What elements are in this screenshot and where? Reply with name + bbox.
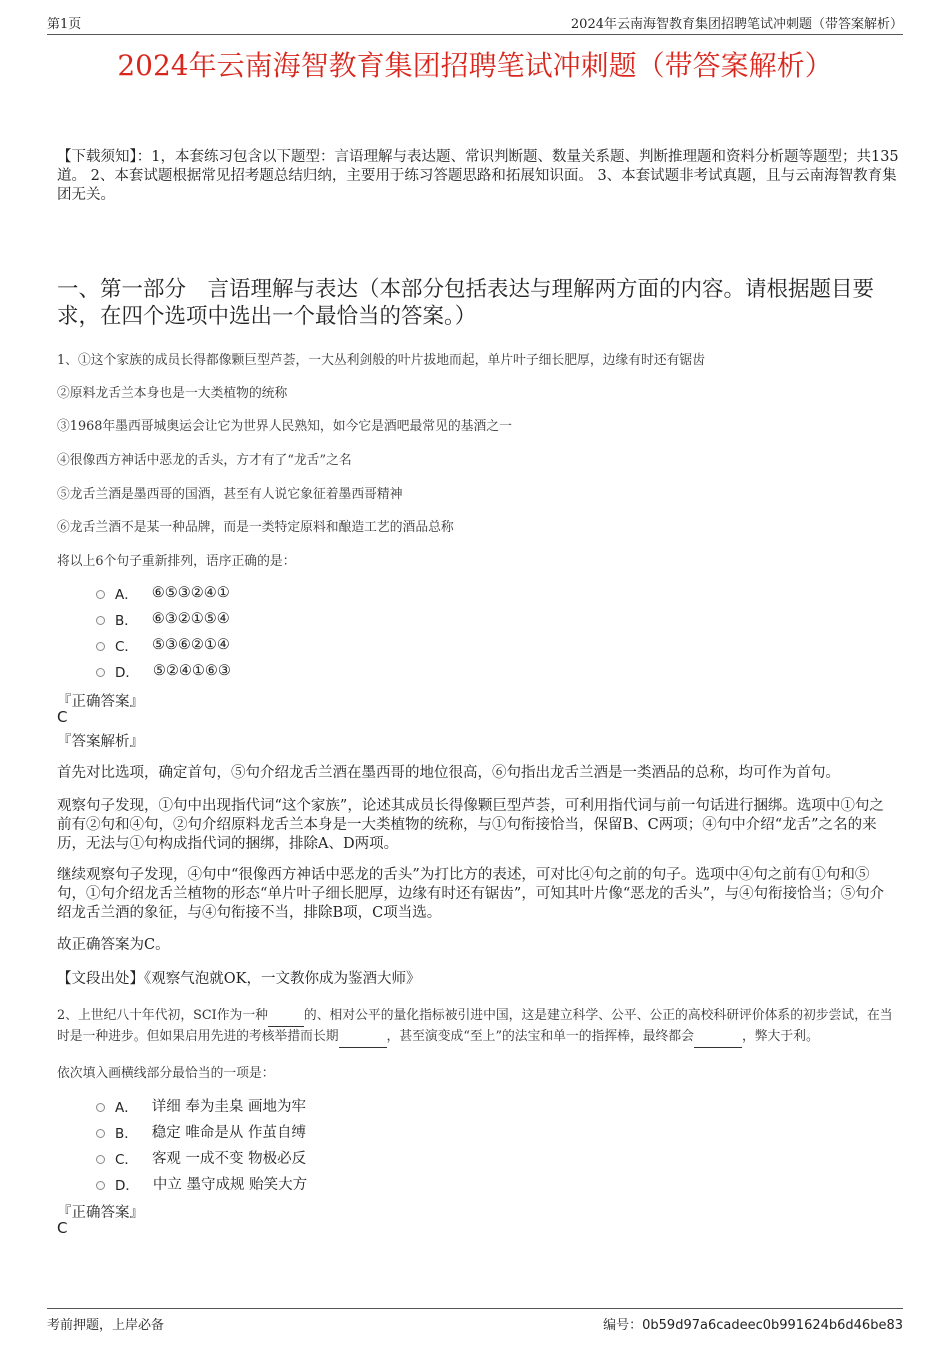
fill-blank-2	[339, 1027, 387, 1048]
q1-option-c[interactable]	[96, 635, 230, 655]
option-key: C．	[115, 1151, 138, 1168]
option-text: ⑤②④①⑥③	[152, 663, 231, 679]
radio-icon[interactable]	[96, 590, 105, 599]
q2-stem	[57, 1006, 900, 1048]
radio-icon[interactable]	[96, 616, 105, 625]
q1-line-5: ⑤龙舌兰酒是墨西哥的国酒，甚至有人说它象征着墨西哥精神	[57, 487, 403, 502]
page-number: 第1页	[47, 17, 82, 32]
option-key: C．	[115, 639, 138, 655]
q2-option-c[interactable]	[96, 1147, 306, 1168]
radio-icon[interactable]	[96, 668, 105, 677]
q1-analysis-4: 故正确答案为C。	[57, 937, 170, 953]
q2-answer-label: 『正确答案』	[57, 1205, 144, 1221]
option-text: ⑥③②①⑤④	[151, 611, 230, 627]
q2-prompt: 依次填入画横线部分最恰当的一项是：	[57, 1066, 275, 1081]
q2-stem-part-2: 的、相对公平的量化指标被引进中国，这是建立科学、公平、公正的高校科研评价体系的初步尝试，在当时是一种进步。但如果启用先进的考核举措而长期	[57, 1008, 893, 1044]
section-title: 一、第一部分 言语理解与表达（本部分包括表达与理解两方面的内容。请根据题目要求，在四个选项中选出一个最恰当的答案。）	[57, 277, 875, 329]
option-text: 中立 墨守成规 贻笑大方	[152, 1177, 308, 1193]
q1-line-1: 1、①这个家族的成员长得都像颗巨型芦荟，一大丛利剑般的叶片拔地而起，单片叶子细长肥厚，边缘有时还有锯齿	[57, 353, 705, 368]
q2-stem-part-1: 2、上世纪八十年代初，SCI作为一种	[57, 1008, 268, 1023]
radio-icon[interactable]	[96, 1129, 105, 1138]
q2-stem-part-3: ，甚至演变成“至上”的法宝和单一的指挥棒，最终都会	[386, 1029, 694, 1044]
option-text: ⑥⑤③②④①	[151, 585, 230, 601]
q1-analysis-1: 首先对比选项，确定首句，⑤句介绍龙舌兰酒在墨西哥的地位很高，⑥句指出龙舌兰酒是一类酒品的总称，均可作为首句。	[57, 765, 840, 781]
radio-icon[interactable]	[96, 1103, 105, 1112]
radio-icon[interactable]	[96, 642, 105, 651]
option-key: B．	[115, 613, 138, 629]
q1-option-b[interactable]	[96, 609, 230, 629]
option-key: A．	[115, 1099, 138, 1116]
q2-option-b[interactable]	[96, 1121, 306, 1142]
q1-option-a[interactable]	[96, 583, 230, 603]
q1-answer-label: 『正确答案』	[57, 694, 144, 710]
option-key: D．	[115, 665, 139, 681]
q1-line-4: ④很像西方神话中恶龙的舌头，方才有了“龙舌”之名	[57, 453, 352, 468]
footer-code	[603, 1314, 903, 1333]
option-key: D．	[115, 1177, 139, 1194]
page-header	[47, 12, 903, 35]
q1-line-2: ②原料龙舌兰本身也是一大类植物的统称	[57, 386, 288, 401]
option-key: B．	[115, 1125, 138, 1142]
radio-icon[interactable]	[96, 1155, 105, 1164]
footer-slogan: 考前押题，上岸必备	[47, 1318, 165, 1333]
option-text: 客观 一成不变 物极必反	[151, 1151, 307, 1167]
option-text: 详细 奉为圭臬 画地为牢	[151, 1099, 306, 1115]
option-key: A．	[115, 587, 138, 603]
q2-answer: C	[57, 1219, 68, 1237]
q2-option-a[interactable]	[96, 1095, 306, 1116]
download-notice: 【下载须知】：1，本套练习包含以下题型：言语理解与表达题、常识判断题、数量关系题、判断推理题和资料分析题等题型；共135道。 2、本套试题根据常见招考题总结归纳，主要用于练习答题思路和拓展知识面。 3、本套试题非考试真题，且与云南海智教育集团无关。	[57, 149, 899, 203]
option-text: 稳定 唯命是从 作茧自缚	[151, 1125, 306, 1141]
q1-line-3: ③1968年墨西哥城奥运会让它为世界人民熟知，如今它是酒吧最常见的基酒之一	[57, 419, 512, 434]
q2-option-d[interactable]	[96, 1173, 307, 1194]
document-title: 2024年云南海智教育集团招聘笔试冲刺题（带答案解析）	[117, 49, 833, 82]
q1-analysis-3: 继续观察句子发现，④句中“很像西方神话中恶龙的舌头”为打比方的表述，可对比④句之前的句子。选项中④句之前有①句和⑤句，①句介绍龙舌兰植物的形态“单片叶子细长肥厚，边缘有时还有锯齿”，可知其叶片像“恶龙的舌头”，与④句衔接恰当；⑤句介绍龙舌兰酒的象征，与④句衔接不当，排除B项，C项当选。	[57, 867, 885, 921]
q1-prompt: 将以上6个句子重新排列，语序正确的是：	[57, 554, 296, 569]
radio-icon[interactable]	[96, 1181, 105, 1190]
footer-code-label: 编号：	[603, 1318, 643, 1333]
q1-line-6: ⑥龙舌兰酒不是某一种品牌，而是一类特定原料和酿造工艺的酒品总称	[57, 520, 454, 535]
header-doc-title: 2024年云南海智教育集团招聘笔试冲刺题（带答案解析）	[570, 17, 903, 32]
q1-option-d[interactable]	[96, 661, 231, 681]
footer-code-value: 0b59d97a6cadeec0b991624b6d46be83	[642, 1318, 903, 1333]
q1-source: 【文段出处】《观察气泡就OK，一文教你成为鉴酒大师》	[57, 971, 421, 987]
fill-blank-1	[268, 1006, 304, 1027]
q2-stem-part-4: ，弊大于利。	[741, 1029, 819, 1044]
q1-analysis-2: 观察句子发现，①句中出现指代词“这个家族”，论述其成员长得像颗巨型芦荟，可利用指代词与前一句话进行捆绑。选项中①句之前有②句和④句，②句介绍原料龙舌兰本身是一大类植物的统称，与①句衔接恰当，保留B、C两项；④句中介绍“龙舌”之名的来历，无法与①句构成指代词的捆绑，排除A、D两项。	[57, 798, 884, 852]
fill-blank-3	[694, 1027, 742, 1048]
page-footer	[47, 1308, 903, 1333]
q1-answer: C	[57, 708, 68, 726]
q1-analysis-label: 『答案解析』	[57, 734, 144, 750]
option-text: ⑤③⑥②①④	[151, 637, 230, 653]
